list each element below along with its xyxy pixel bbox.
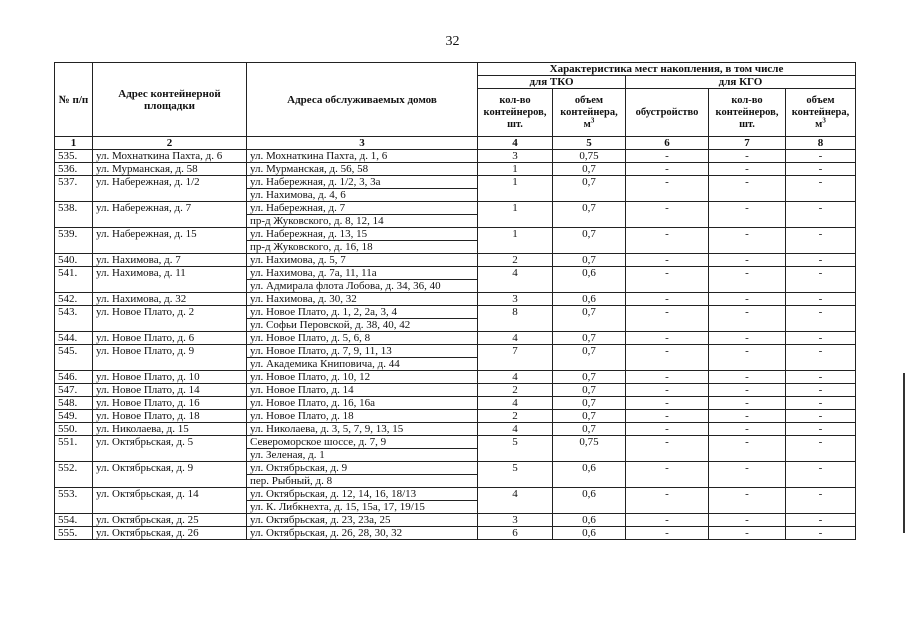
column-number: 3 [247,137,478,150]
tko-container-count: 4 [478,332,553,345]
served-address: ул. Академика Книповича, д. 44 [247,358,478,371]
site-address: ул. Николаева, д. 15 [93,423,247,436]
table-row [55,488,856,501]
served-address: ул. Новое Плато, д. 7, 9, 11, 13 [247,345,478,358]
served-address: ул. Нахимова, д. 4, 6 [247,189,478,202]
header-served: Адреса обслуживаемых домов [247,63,478,137]
kgo-container-volume: - [786,202,856,228]
kgo-container-count: - [709,436,786,462]
table-row [55,514,856,527]
site-address: ул. Набережная, д. 1/2 [93,176,247,202]
row-number: 543. [55,306,93,332]
kgo-arrangement: - [626,423,709,436]
column-number: 5 [553,137,626,150]
tko-container-count: 2 [478,410,553,423]
site-address: ул. Октябрьская, д. 9 [93,462,247,488]
kgo-container-volume: - [786,293,856,306]
tko-container-volume: 0,75 [553,436,626,462]
served-address: ул. Набережная, д. 7 [247,202,478,215]
kgo-container-count: - [709,462,786,488]
kgo-arrangement: - [626,228,709,254]
unit-superscript: 3 [590,116,595,124]
column-number: 7 [709,137,786,150]
tko-container-count: 4 [478,397,553,410]
table-row [55,436,856,449]
site-address: ул. Набережная, д. 15 [93,228,247,254]
kgo-container-count: - [709,345,786,371]
kgo-container-volume: - [786,462,856,488]
kgo-container-count: - [709,514,786,527]
site-address: ул. Новое Плато, д. 16 [93,397,247,410]
header-kgo-volume [786,89,856,137]
kgo-arrangement: - [626,306,709,332]
column-number: 4 [478,137,553,150]
kgo-container-count: - [709,397,786,410]
table-row [55,267,856,280]
served-address: ул. Адмирала флота Лобова, д. 34, 36, 40 [247,280,478,293]
tko-container-volume: 0,7 [553,202,626,228]
row-number: 545. [55,345,93,371]
served-address: пр-д Жуковского, д. 8, 12, 14 [247,215,478,228]
kgo-container-volume: - [786,306,856,332]
table-row [55,527,856,540]
row-number: 540. [55,254,93,267]
column-number: 1 [55,137,93,150]
served-address: ул. Новое Плато, д. 14 [247,384,478,397]
tko-container-count: 3 [478,150,553,163]
header-characteristics: Характеристика мест накопления, в том числе [478,63,856,76]
table-row [55,410,856,423]
table-row [55,202,856,215]
kgo-arrangement: - [626,345,709,371]
table-row [55,384,856,397]
row-number: 551. [55,436,93,462]
served-address: ул. К. Либкнехта, д. 15, 15а, 17, 19/15 [247,501,478,514]
table-row [55,345,856,358]
site-address: ул. Мурманская, д. 58 [93,163,247,176]
table-row [55,306,856,319]
kgo-container-volume: - [786,254,856,267]
row-number: 538. [55,202,93,228]
served-address: ул. Новое Плато, д. 18 [247,410,478,423]
tko-container-volume: 0,6 [553,267,626,293]
tko-container-volume: 0,7 [553,345,626,371]
tko-container-count: 5 [478,436,553,462]
served-address: ул. Софьи Перовской, д. 38, 40, 42 [247,319,478,332]
row-number: 552. [55,462,93,488]
site-address: ул. Октябрьская, д. 26 [93,527,247,540]
kgo-arrangement: - [626,397,709,410]
tko-container-volume: 0,75 [553,150,626,163]
tko-container-count: 7 [478,345,553,371]
kgo-container-volume: - [786,423,856,436]
row-number: 536. [55,163,93,176]
site-address: ул. Новое Плато, д. 14 [93,384,247,397]
served-address: ул. Октябрьская, д. 26, 28, 30, 32 [247,527,478,540]
kgo-container-volume: - [786,163,856,176]
kgo-container-volume: - [786,176,856,202]
kgo-container-volume: - [786,527,856,540]
row-number: 553. [55,488,93,514]
tko-container-count: 2 [478,254,553,267]
tko-container-volume: 0,7 [553,332,626,345]
header-tko: для ТКО [478,76,626,89]
tko-container-volume: 0,7 [553,176,626,202]
served-address: ул. Новое Плато, д. 5, 6, 8 [247,332,478,345]
tko-container-count: 1 [478,163,553,176]
column-number: 6 [626,137,709,150]
kgo-container-count: - [709,267,786,293]
column-number: 2 [93,137,247,150]
kgo-container-count: - [709,176,786,202]
kgo-container-volume: - [786,410,856,423]
header-kgo-arrangement: обустройство [626,89,709,137]
served-address: ул. Новое Плато, д. 1, 2, 2а, 3, 4 [247,306,478,319]
header-row-top [55,63,856,76]
kgo-container-count: - [709,202,786,228]
kgo-container-count: - [709,410,786,423]
kgo-container-count: - [709,228,786,254]
served-address: ул. Новое Плато, д. 10, 12 [247,371,478,384]
kgo-container-volume: - [786,488,856,514]
tko-container-volume: 0,7 [553,384,626,397]
kgo-container-count: - [709,371,786,384]
page-number: 32 [445,34,460,49]
site-address: ул. Новое Плато, д. 10 [93,371,247,384]
served-address: ул. Новое Плато, д. 16, 16а [247,397,478,410]
header-kgo: для КГО [626,76,856,89]
site-address: ул. Новое Плато, д. 18 [93,410,247,423]
row-number: 539. [55,228,93,254]
header-address: Адрес контейнерной площадки [93,63,247,137]
kgo-container-volume: - [786,514,856,527]
kgo-container-volume: - [786,332,856,345]
row-number: 542. [55,293,93,306]
table-row [55,176,856,189]
tko-container-volume: 0,7 [553,254,626,267]
table-row [55,293,856,306]
header-tko-volume-text: объем контейнера, м [560,94,618,130]
tko-container-count: 4 [478,371,553,384]
tko-container-count: 4 [478,488,553,514]
served-address: ул. Нахимова, д. 5, 7 [247,254,478,267]
served-address: ул. Октябрьская, д. 12, 14, 16, 18/13 [247,488,478,501]
kgo-arrangement: - [626,332,709,345]
row-number: 541. [55,267,93,293]
site-address: ул. Новое Плато, д. 6 [93,332,247,345]
served-address: Североморское шоссе, д. 7, 9 [247,436,478,449]
kgo-arrangement: - [626,267,709,293]
kgo-container-volume: - [786,397,856,410]
kgo-container-count: - [709,332,786,345]
kgo-arrangement: - [626,462,709,488]
kgo-container-count: - [709,163,786,176]
served-address: пр-д Жуковского, д. 16, 18 [247,241,478,254]
served-address: ул. Октябрьская, д. 9 [247,462,478,475]
kgo-container-volume: - [786,345,856,371]
tko-container-count: 1 [478,202,553,228]
row-number: 535. [55,150,93,163]
table-row [55,397,856,410]
tko-container-count: 3 [478,293,553,306]
served-address: ул. Нахимова, д. 30, 32 [247,293,478,306]
row-number: 554. [55,514,93,527]
table-row [55,462,856,475]
header-tko-volume [553,89,626,137]
tko-container-volume: 0,6 [553,527,626,540]
table-row [55,423,856,436]
table-row [55,371,856,384]
tko-container-volume: 0,7 [553,410,626,423]
kgo-container-volume: - [786,384,856,397]
kgo-container-count: - [709,423,786,436]
tko-container-volume: 0,6 [553,462,626,488]
kgo-container-volume: - [786,436,856,462]
kgo-arrangement: - [626,527,709,540]
tko-container-volume: 0,7 [553,371,626,384]
kgo-container-count: - [709,384,786,397]
unit-superscript: 3 [822,116,826,124]
site-address: ул. Октябрьская, д. 25 [93,514,247,527]
served-address: пер. Рыбный, д. 8 [247,475,478,488]
header-kgo-volume-text: объем контейнера, м [791,94,850,130]
tko-container-volume: 0,7 [553,306,626,332]
served-address: ул. Октябрьская, д. 23, 23а, 25 [247,514,478,527]
kgo-arrangement: - [626,254,709,267]
served-address: ул. Зеленая, д. 1 [247,449,478,462]
row-number: 550. [55,423,93,436]
tko-container-count: 4 [478,267,553,293]
kgo-arrangement: - [626,514,709,527]
table-body [55,150,856,540]
kgo-container-count: - [709,293,786,306]
kgo-container-volume: - [786,228,856,254]
served-address: ул. Набережная, д. 1/2, 3, 3а [247,176,478,189]
tko-container-volume: 0,6 [553,488,626,514]
tko-container-count: 1 [478,176,553,202]
table-row [55,150,856,163]
site-address: ул. Октябрьская, д. 5 [93,436,247,462]
site-address: ул. Новое Плато, д. 2 [93,306,247,332]
kgo-container-count: - [709,527,786,540]
kgo-arrangement: - [626,176,709,202]
row-number: 546. [55,371,93,384]
kgo-arrangement: - [626,150,709,163]
table-row [55,228,856,241]
tko-container-volume: 0,6 [553,293,626,306]
tko-container-count: 4 [478,423,553,436]
tko-container-count: 8 [478,306,553,332]
site-address: ул. Нахимова, д. 32 [93,293,247,306]
tko-container-volume: 0,6 [553,514,626,527]
tko-container-volume: 0,7 [553,163,626,176]
served-address: ул. Николаева, д. 3, 5, 7, 9, 13, 15 [247,423,478,436]
served-address: ул. Мохнаткина Пахта, д. 1, 6 [247,150,478,163]
tko-container-volume: 0,7 [553,423,626,436]
kgo-container-count: - [709,254,786,267]
kgo-arrangement: - [626,163,709,176]
site-address: ул. Мохнаткина Пахта, д. 6 [93,150,247,163]
served-address: ул. Мурманская, д. 56, 58 [247,163,478,176]
site-address: ул. Нахимова, д. 11 [93,267,247,293]
column-number: 8 [786,137,856,150]
row-number: 548. [55,397,93,410]
site-address: ул. Новое Плато, д. 9 [93,345,247,371]
tko-container-volume: 0,7 [553,228,626,254]
site-address: ул. Октябрьская, д. 14 [93,488,247,514]
kgo-arrangement: - [626,384,709,397]
kgo-container-volume: - [786,150,856,163]
kgo-arrangement: - [626,202,709,228]
site-address: ул. Нахимова, д. 7 [93,254,247,267]
table-row [55,163,856,176]
header-num: № п/п [55,63,93,137]
served-address: ул. Нахимова, д. 7а, 11, 11а [247,267,478,280]
kgo-container-volume: - [786,371,856,384]
container-sites-table [54,62,856,540]
tko-container-count: 1 [478,228,553,254]
kgo-container-volume: - [786,267,856,293]
kgo-arrangement: - [626,293,709,306]
row-number: 544. [55,332,93,345]
kgo-container-count: - [709,306,786,332]
column-number-row [55,137,856,150]
tko-container-count: 2 [478,384,553,397]
kgo-arrangement: - [626,410,709,423]
kgo-arrangement: - [626,371,709,384]
row-number: 537. [55,176,93,202]
kgo-arrangement: - [626,488,709,514]
served-address: ул. Набережная, д. 13, 15 [247,228,478,241]
row-number: 547. [55,384,93,397]
tko-container-count: 5 [478,462,553,488]
kgo-container-count: - [709,150,786,163]
tko-container-volume: 0,7 [553,397,626,410]
header-tko-count: кол-во контейнеров, шт. [478,89,553,137]
row-number: 549. [55,410,93,423]
kgo-container-count: - [709,488,786,514]
tko-container-count: 6 [478,527,553,540]
table-row [55,254,856,267]
site-address: ул. Набережная, д. 7 [93,202,247,228]
header-kgo-count: кол-во контейнеров, шт. [709,89,786,137]
kgo-arrangement: - [626,436,709,462]
tko-container-count: 3 [478,514,553,527]
table-row [55,332,856,345]
row-number: 555. [55,527,93,540]
